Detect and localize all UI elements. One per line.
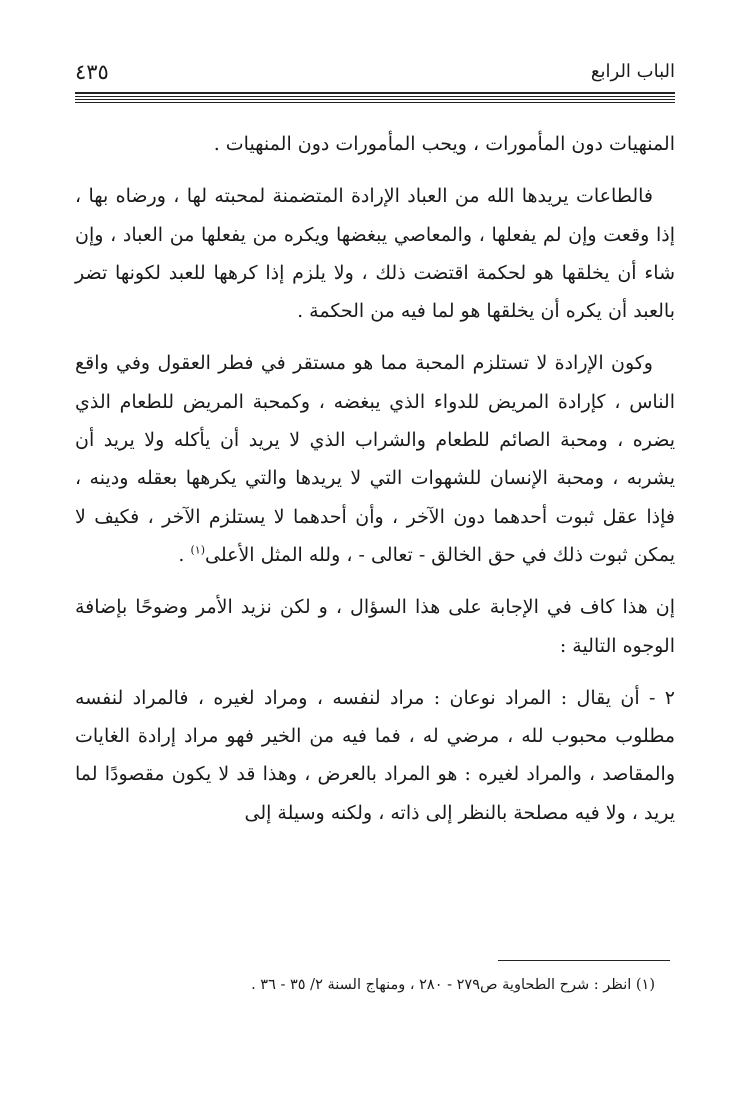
paragraph-3 (75, 344, 675, 574)
header-rule (75, 92, 675, 105)
body-text (75, 125, 675, 832)
footnote-reference: (١) (190, 543, 205, 557)
paragraph-1: المنهيات دون المأمورات ، ويحب المأمورات دون المنهيات . (213, 133, 675, 155)
paragraph-3-end: . (178, 543, 191, 566)
paragraph-4: إن هذا كاف في الإجابة على هذا السؤال ، و لكن نزيد الأمر وضوحًا بإضافة الوجوه التالية : (75, 596, 675, 657)
page-number: ٤٣٥ (75, 60, 109, 84)
paragraph-2: فالطاعات يريدها الله من العباد الإرادة المتضمنة لمحبته لها ، ورضاه بها ، إذا وقعت وإن لم يفعلها ، والمعاصي يبغضها ويكره من يفعلها من العباد ، وإن شاء أن يخلقها هو لحكمة اقتضت ذلك ، ولا يلزم إذا كرهها للعبد لكونها تضر بالعبد أن يكره أن يخلقها هو لما فيه من الحكمة . (75, 185, 675, 323)
paragraph-3-text: وكون الإرادة لا تستلزم المحبة مما هو مستقر في فطر العقول وفي واقع الناس ، كإرادة المريض للدواء الذي يبغضه ، وكمحبة المريض للطعام الذي يضره ، ومحبة الصائم للطعام والشراب الذي لا يريد أن يأكله ولا يريد أن يشربه ، ومحبة الإنسان للشهوات التي لا يريدها والتي يكرهها بعقله ودينه ، فإذا عقل ثبوت أحدهما دون الآخر ، وأن أحدهما لا يستلزم الآخر ، فكيف لا يمكن ثبوت ذلك في حق الخالق - تعالى - ، ولله المثل الأعلى (75, 352, 675, 566)
footnote: (١) انظر : شرح الطحاوية ص٢٧٩ - ٢٨٠ ، ومنهاج السنة ٢/ ٣٥ - ٣٦ . (251, 977, 655, 993)
page (75, 58, 675, 846)
chapter-title: الباب الرابع (590, 61, 675, 82)
paragraph-5: ٢ - أن يقال : المراد نوعان : مراد لنفسه ، ومراد لغيره ، فالمراد لنفسه مطلوب محبوب لله ، مرضي له ، فما فيه من الخير فهو مراد إرادة الغايات والمقاصد ، والمراد لغيره : هو المراد بالعرض ، وهذا قد لا يكون مقصودًا لما يريد ، ولا فيه مصلحة بالنظر إلى ذاته ، ولكنه وسيلة إلى (75, 686, 675, 824)
running-header (75, 58, 675, 86)
footnote-separator (498, 960, 670, 961)
